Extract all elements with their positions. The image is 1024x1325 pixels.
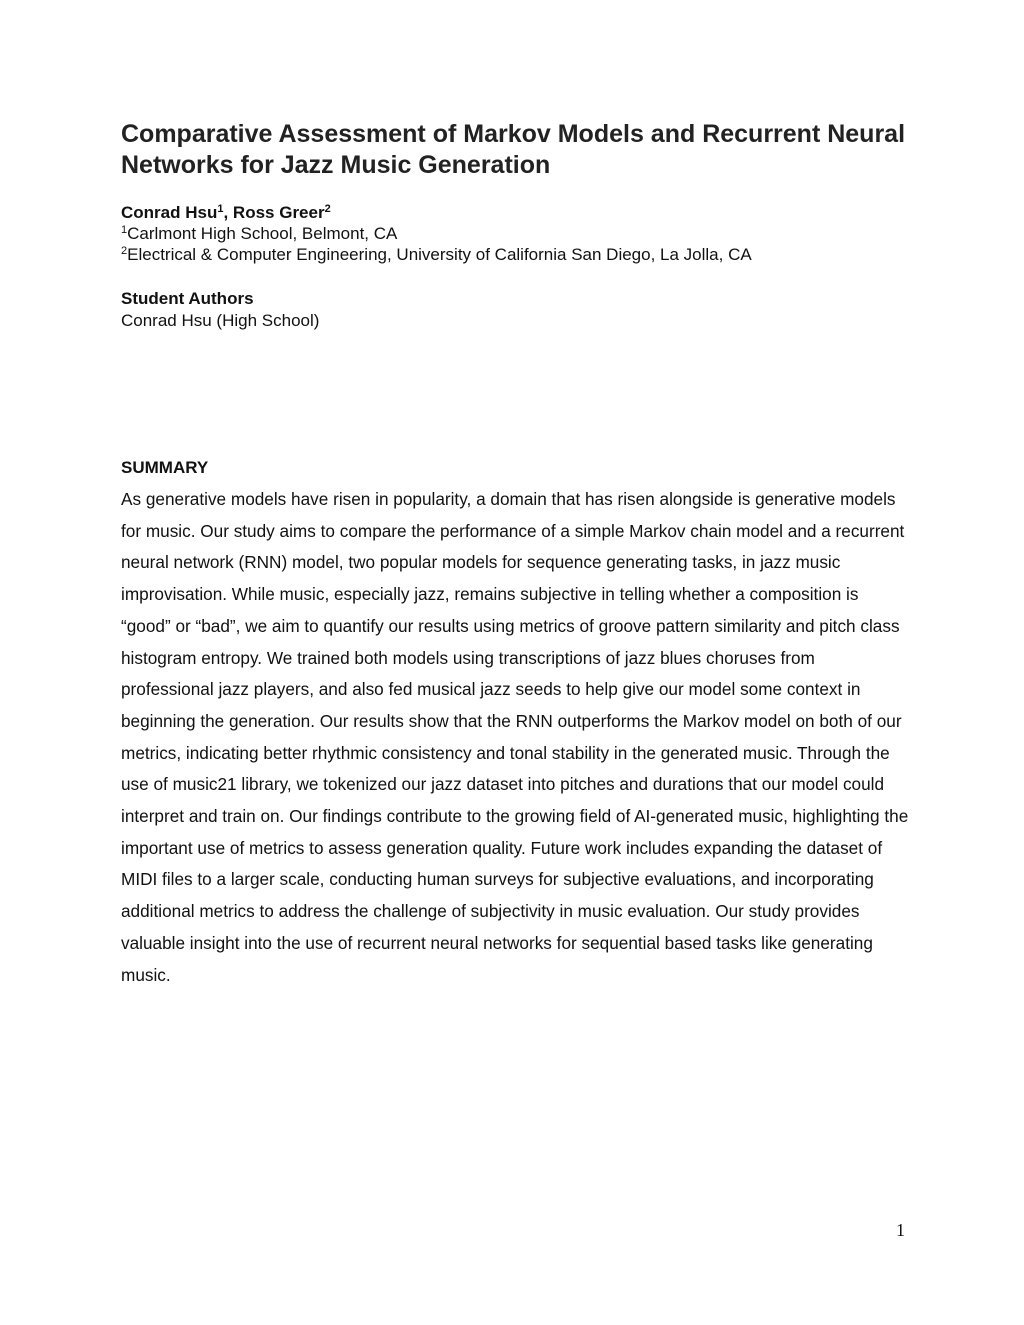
author-block	[121, 202, 921, 265]
page-number: 1	[896, 1220, 905, 1240]
author-name: Conrad Hsu	[121, 203, 218, 222]
author-names	[121, 202, 921, 223]
summary-paragraph: As generative models have risen in popularity, a domain that has risen alongside is generative models for music. Our study aims to compare the performance of a simple Markov chain model and a recurrent neural network (RNN) model, two popular models for sequence generating tasks, in jazz music improvisation. While music, especially jazz, remains subjective in telling whether a composition is “good” or “bad”, we aim to quantify our results using metrics of groove pattern similarity and pitch class histogram entropy. We trained both models using transcriptions of jazz blues choruses from professional jazz players, and also fed musical jazz seeds to help give our model some context in beginning the generation. Our results show that the RNN outperforms the Markov model on both of our metrics, indicating better rhythmic consistency and tonal stability in the generated music. Through the use of music21 library, we tokenized our jazz dataset into pitches and durations that our model could interpret and train on. Our findings contribute to the growing field of AI-generated music, highlighting the important use of metrics to assess generation quality. Future work includes expanding the dataset of MIDI files to a larger scale, conducting human surveys for subjective evaluations, and incorporating additional metrics to address the challenge of subjectivity in music evaluation. Our study provides valuable insight into the use of recurrent neural networks for sequential based tasks like generating music.	[121, 489, 909, 985]
summary-heading: SUMMARY	[121, 458, 209, 477]
author-affiliation-marker: 2	[324, 203, 331, 215]
affiliation-marker: 1	[121, 224, 128, 236]
affiliation-text: Electrical & Computer Engineering, University of California San Diego, La Jolla, CA	[127, 245, 752, 264]
author-affiliation-marker: 1	[217, 203, 224, 215]
affiliation-line	[121, 223, 921, 244]
student-authors-value: Conrad Hsu (High School)	[121, 311, 320, 330]
student-authors-label: Student Authors	[121, 289, 254, 308]
author-separator: ,	[223, 203, 233, 222]
paper-title: Comparative Assessment of Markov Models and Recurrent Neural Networks for Jazz Music Generation	[121, 120, 906, 179]
author-name: Ross Greer	[232, 203, 325, 222]
affiliation-text: Carlmont High School, Belmont, CA	[127, 224, 398, 243]
affiliation-line	[121, 244, 921, 265]
affiliation-marker: 2	[121, 245, 128, 257]
student-authors-block	[121, 288, 721, 332]
